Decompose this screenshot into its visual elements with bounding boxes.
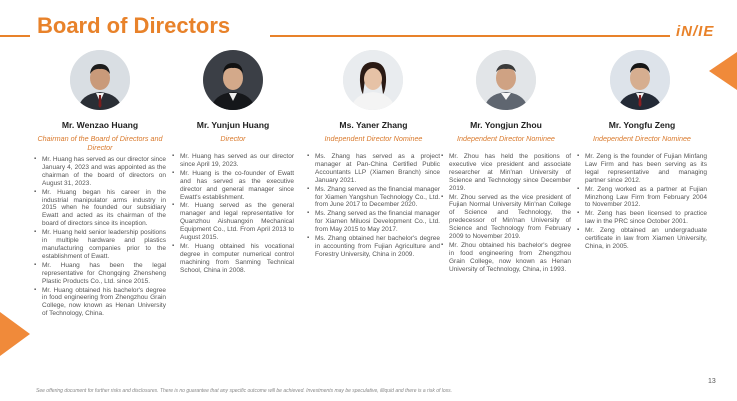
bio-item: ▪ Mr. Huang has been the legal representative for Chongqing Zhensheng Plastic Products Co., Ltd. since 2015. <box>34 262 166 286</box>
decorative-triangle-left <box>0 312 30 356</box>
bio-item: ▪ Mr. Huang obtained his vocational degree in computer numerical control machining from Sanming Technical School, China in 2008. <box>172 243 294 275</box>
director-bio <box>34 156 166 319</box>
avatar <box>343 50 403 110</box>
bio-item: ▪ Mr. Zeng is the founder of Fujian Minfang Law Firm and has been serving as its legal representative and managing partner since 2012. <box>577 153 707 185</box>
bio-item: ▪ Mr. Huang is the co-founder of Ewatt and has served as the executive director and general manager since Ewatt's establishment. <box>172 170 294 202</box>
page-number: 13 <box>708 378 716 385</box>
director-role: Independent Director Nominee <box>593 134 691 143</box>
bio-item: ▪ Mr. Huang began his career in the industrial manipulator arms industry in 2015 when he founded our subsidiary Ewatt and acted as its chairman of the board of directors since its inception. <box>34 189 166 229</box>
title-rule-left <box>0 35 30 37</box>
director-name: Mr. Wenzao Huang <box>61 120 139 130</box>
director-role: Director <box>220 134 246 143</box>
bio-item: ▪ Mr. Zhou served as the vice president of Fujian Normal University Min'nan College of Science and Technology, the predecessor of Min'nan University of Science and Technology from February 2009 to November 2019. <box>441 194 571 241</box>
director-bio <box>577 153 707 252</box>
director-bio <box>172 153 294 276</box>
director-bio <box>441 153 571 275</box>
bio-item: ▪ Mr. Zhou has held the positions of executive vice president and associate researcher at Min'nan University of Science and Technology since December 2019. <box>441 153 571 193</box>
director-role: Chairman of the Board of Directors and Director <box>37 134 163 152</box>
avatar <box>70 50 130 110</box>
bio-item: ▪ Mr. Zeng worked as a partner at Fujian Minzhong Law Firm from February 2004 to November 2012. <box>577 186 707 210</box>
avatar <box>476 50 536 110</box>
bio-item: ▪ Mr. Huang has served as our director since January 4, 2023 and was appointed as the chairman of the board of directors on August 31, 2023. <box>34 156 166 188</box>
bio-item: ▪ Mr. Huang has served as our director since April 19, 2023. <box>172 153 294 169</box>
director-name: Mr. Yongfu Zeng <box>608 120 676 130</box>
avatar <box>610 50 670 110</box>
bio-item: ▪ Mr. Huang served as the general manager and legal representative for Quanzhou Aishuangxin Mechanical Equipment Co., Ltd. From April 2013 to August 2015. <box>172 202 294 242</box>
title-row <box>0 8 737 48</box>
bio-item: ▪ Ms. Zhang served as the financial manager for Xiamen Yangshun Technology Co., Ltd. from June 2017 to December 2020. <box>307 186 440 210</box>
director-name: Mr. Yongjun Zhou <box>470 120 542 130</box>
bio-item: ▪ Ms. Zhang obtained her bachelor's degree in accounting from Fujian Agriculture and Forestry University, China in 2009. <box>307 235 440 259</box>
bio-item: ▪ Mr. Zeng has been licensed to practice law in the PRC since October 2001. <box>577 210 707 226</box>
title-rule-right <box>270 35 670 37</box>
page-title: Board of Directors <box>37 13 231 38</box>
director-role: Independent Director Nominee <box>457 134 555 143</box>
bio-item: ▪ Mr. Huang held senior leadership positions in multiple hardware and plastics manufacturing companies prior to the establishment of Ewatt. <box>34 229 166 261</box>
bio-item: ▪ Mr. Zeng obtained an undergraduate certificate in law from Xiamen University, China, in 2005. <box>577 227 707 251</box>
bio-item: ▪ Ms. Zhang has served as a project manager at Pan-China Certified Public Accountants LLP (Xiamen Branch) since January 2021. <box>307 153 440 185</box>
director-role: Independent Director Nominee <box>324 134 423 143</box>
footer-disclaimer: See offering document for further risks and disclosures. There is no guarantee that any specific outcome will be achieved. Investments may be speculative, illiquid and there is a risk of loss. <box>36 388 453 394</box>
decorative-triangle-right <box>709 52 737 90</box>
bio-item: ▪ Mr. Huang obtained his bachelor's degree in food engineering from Zhengzhou Grain College, now known as Henan University of Technology, China. <box>34 287 166 319</box>
avatar <box>203 50 263 110</box>
bio-item: ▪ Mr. Zhou obtained his bachelor's degree in food engineering from Zhengzhou Grain College, now known as Henan University of Technology, China, in 1993. <box>441 242 571 274</box>
company-logo: iN/IE <box>676 23 715 40</box>
director-name: Mr. Yunjun Huang <box>196 120 270 130</box>
director-name: Ms. Yaner Zhang <box>339 120 408 130</box>
director-bio <box>307 153 440 260</box>
bio-item: ▪ Ms. Zhang served as the financial manager for Xiamen Miluosi Development Co., Ltd. from May 2015 to May 2017. <box>307 210 440 234</box>
